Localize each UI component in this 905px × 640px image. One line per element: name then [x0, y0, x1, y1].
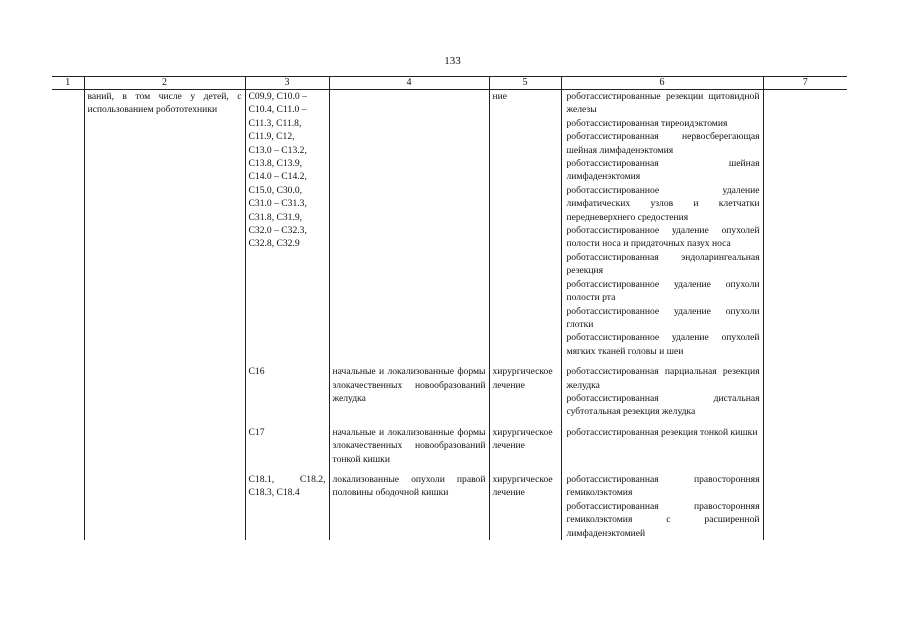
method-item: роботассистированная правосторонняя гемиколэктомия — [566, 473, 760, 499]
diagnosis-cell: локализованные опухоли правой половины ободочной кишки — [329, 473, 489, 540]
row-number-cell — [52, 426, 84, 466]
column-number-3: 3 — [245, 77, 329, 90]
table-row — [52, 90, 847, 359]
column-number-4: 4 — [329, 77, 489, 90]
method-item: роботассистированное удаление опухоли глотки — [566, 305, 760, 330]
icd-codes-cell — [245, 90, 329, 359]
column-number-6: 6 — [561, 77, 763, 90]
procedure-name-cell: ваний, в том числе у детей, с использованием робототехники — [84, 90, 245, 359]
icd-code-line: C09.9, C10.0 – — [248, 91, 307, 102]
cost-cell — [763, 90, 847, 359]
icd-codes-cell: C16 — [245, 365, 329, 419]
diagnosis-cell — [329, 90, 489, 359]
icd-code-line: C32.8, C32.9 — [248, 238, 300, 250]
method-item: роботассистированное удаление опухолей полости носа и придаточных пазух носа — [566, 225, 760, 250]
column-number-7: 7 — [763, 77, 847, 90]
cost-cell — [763, 473, 847, 540]
icd-code-line: C10.4, C11.0 – — [248, 104, 307, 116]
procedure-name-cell — [84, 426, 245, 466]
method-item: роботассистированная шейная лимфаденэктомия — [566, 158, 760, 183]
treatment-method-cell — [561, 365, 763, 419]
row-number-cell — [52, 365, 84, 419]
table-row — [52, 365, 847, 419]
method-item: роботассистированная дистальная субтотальная резекция желудка — [566, 392, 760, 418]
method-item: роботассистированная нервосберегающая шейная лимфаденэктомия — [566, 131, 760, 156]
icd-code-line: C31.0 – C31.3, — [248, 198, 307, 210]
row-number-cell — [52, 473, 84, 540]
icd-code-line: C13.0 – C13.2, — [248, 144, 307, 156]
icd-code-line: C13.8, C13.9, — [248, 158, 303, 170]
row-number-cell — [52, 90, 84, 359]
method-item: роботассистированная резекция тонкой кишки — [566, 426, 758, 438]
treatment-method-cell — [561, 426, 763, 466]
method-item: роботассистированное удаление лимфатических узлов и клетчатки передневерхнего средостения — [566, 184, 760, 223]
column-number-row — [52, 77, 847, 90]
icd-code-line: C31.8, C31.9, — [248, 211, 303, 223]
cost-cell — [763, 365, 847, 419]
icd-code-line: C32.0 – C32.3, — [248, 225, 307, 237]
procedure-name-cell — [84, 473, 245, 540]
table-row — [52, 473, 847, 540]
icd-code-line: C14.0 – C14.2, — [248, 171, 307, 183]
method-item: роботассистированное удаление опухоли полости рта — [566, 278, 760, 304]
method-item: роботассистированные резекции щитовидной железы — [566, 91, 760, 116]
icd-codes-cell: C17 — [245, 426, 329, 466]
diagnosis-cell: начальные и локализованные формы злокачественных новообразований желудка — [329, 365, 489, 419]
column-number-2: 2 — [84, 77, 245, 90]
diagnosis-cell: начальные и локализованные формы злокачественных новообразований тонкой кишки — [329, 426, 489, 466]
procedure-name-cell — [84, 365, 245, 419]
method-item: роботассистированная тиреоидэктомия — [566, 117, 728, 129]
treatment-type-cell: хирургическое лечение — [489, 473, 561, 540]
treatment-method-cell — [561, 90, 763, 359]
icd-code-line: C11.9, C12, — [248, 131, 295, 143]
icd-code-line: C15.0, C30.0, — [248, 184, 303, 196]
method-item: роботассистированное удаление опухолей мягких тканей головы и шеи — [566, 332, 760, 357]
treatment-type-cell: ние — [489, 90, 561, 359]
cost-cell — [763, 426, 847, 466]
icd-codes-cell: C18.1, C18.2, C18.3, C18.4 — [245, 473, 329, 540]
method-item: роботассистированная парциальная резекция желудка — [566, 366, 760, 391]
medical-procedures-table — [52, 76, 847, 540]
method-item: роботассистированная эндоларингеальная резекция — [566, 251, 760, 277]
table-row — [52, 426, 847, 466]
treatment-method-cell — [561, 473, 763, 540]
page-number: 133 — [444, 55, 461, 67]
method-item: роботассистированная правосторонняя гемиколэктомия с расширенной лимфаденэктомией — [566, 500, 760, 539]
icd-code-line: C11.3, C11.8, — [248, 117, 302, 129]
treatment-type-cell: хирургическое лечение — [489, 426, 561, 466]
column-number-1: 1 — [52, 77, 84, 90]
treatment-type-cell: хирургическое лечение — [489, 365, 561, 419]
column-number-5: 5 — [489, 77, 561, 90]
